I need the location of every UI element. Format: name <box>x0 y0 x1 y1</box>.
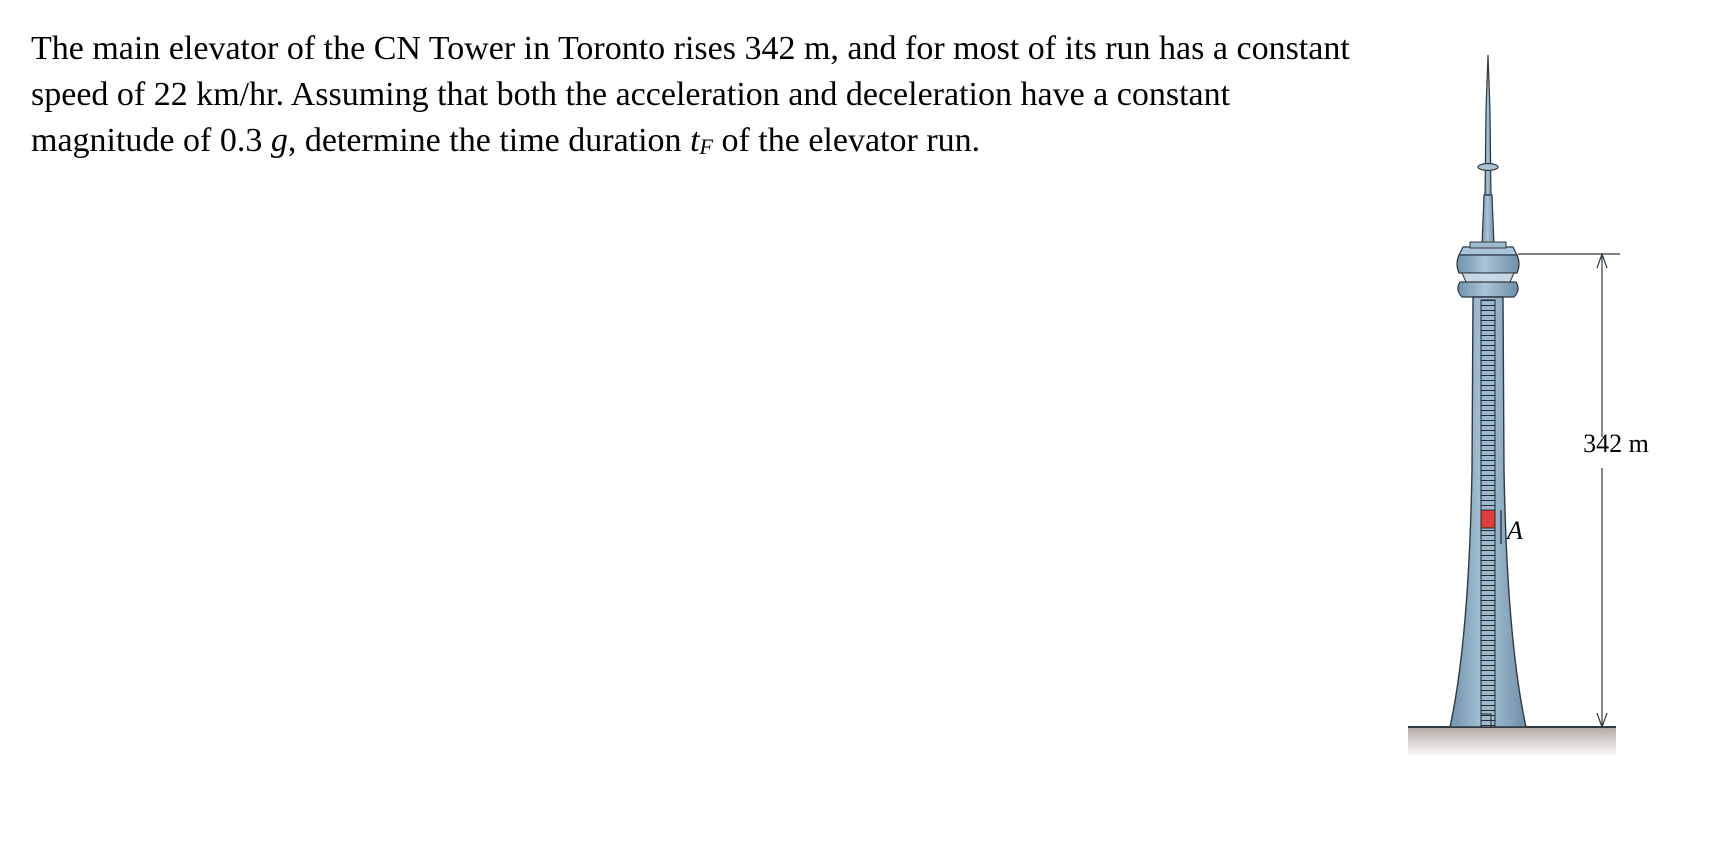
skypod-lower-ring <box>1458 282 1518 297</box>
height-dimension-label: 342 m <box>1583 429 1649 458</box>
cn-tower-diagram <box>1400 50 1660 770</box>
time-symbol: t <box>690 122 700 159</box>
upper-mast <box>1482 195 1494 245</box>
skypod-windows <box>1462 273 1514 282</box>
problem-text-part-1: The main elevator of the CN Tower in Toronto rises 342 m, and for most of its run has a constant speed of 22 km/hr. Assuming that both the acceleration and deceleration have a constant magnitude of 0.3 <box>31 30 1350 159</box>
space-deck <box>1478 164 1498 171</box>
gravity-symbol: g <box>270 122 288 159</box>
time-subscript: F <box>699 134 713 159</box>
skypod-upper-ring <box>1457 255 1519 273</box>
antenna-spire <box>1485 55 1491 195</box>
problem-text-part-3: of the elevator run. <box>712 122 981 159</box>
cn-tower-figure <box>1400 50 1660 770</box>
problem-statement <box>31 26 1361 170</box>
skypod-crown <box>1470 242 1506 248</box>
elevator-car <box>1481 510 1495 528</box>
point-a-label: A <box>1507 516 1523 545</box>
problem-text-part-2: , determine the time duration <box>287 122 691 159</box>
ground <box>1408 727 1616 757</box>
